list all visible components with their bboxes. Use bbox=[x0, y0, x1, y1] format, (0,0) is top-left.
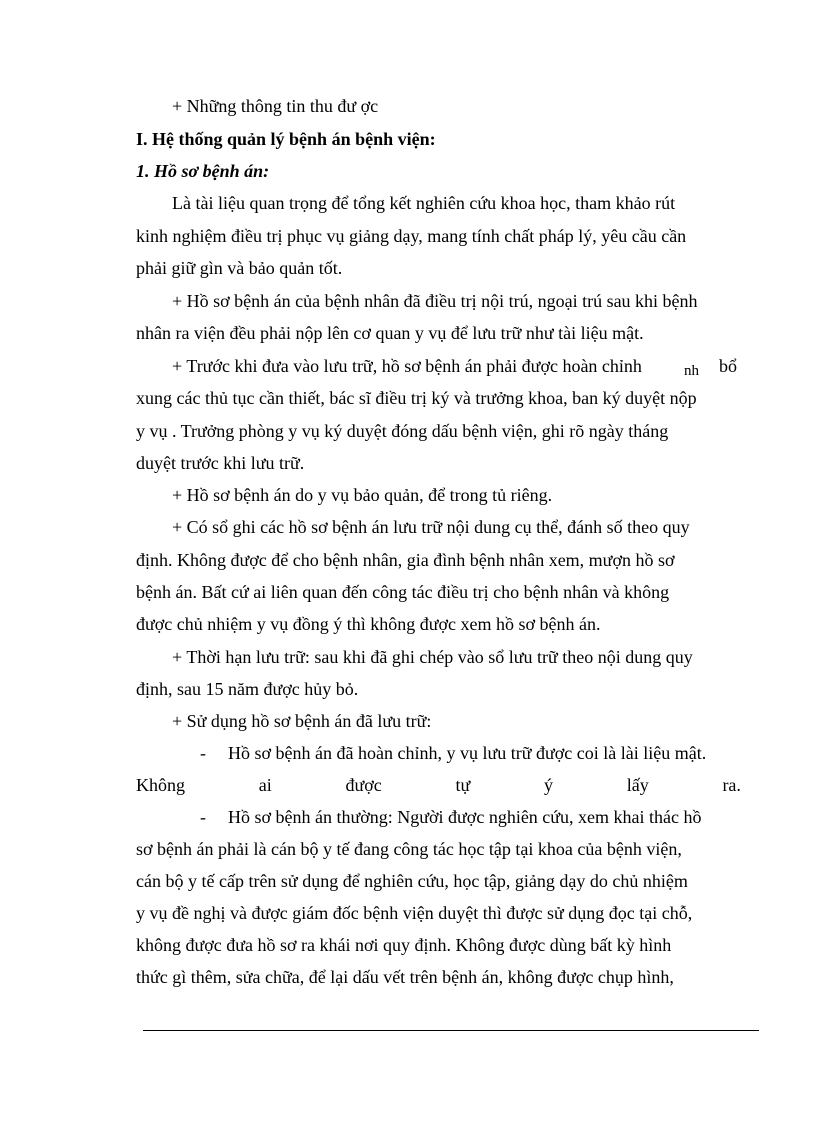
paragraph-line: duyệt trước khi lưu trữ. bbox=[136, 453, 305, 473]
paragraph-line: y vụ đề nghị và được giám đốc bệnh viện duyệt thì được sử dụng đọc tại chỗ, bbox=[136, 903, 693, 923]
paragraph-line-end: bổ bbox=[719, 356, 737, 376]
paragraph-line: bệnh án. Bất cứ ai liên quan đến công tác điều trị cho bệnh nhân và không bbox=[136, 582, 670, 602]
paragraph-line: + Sử dụng hồ sơ bệnh án đã lưu trữ: bbox=[172, 711, 432, 731]
paragraph-line: Là tài liệu quan trọng để tổng kết nghiên cứu khoa học, tham khảo rút bbox=[172, 193, 676, 213]
paragraph-line: + Trước khi đưa vào lưu trữ, hồ sơ bệnh án phải được hoàn chỉnh bbox=[172, 356, 642, 376]
section-heading: I. Hệ thống quản lý bệnh án bệnh viện: bbox=[136, 129, 436, 149]
subsection-heading: 1. Hồ sơ bệnh án: bbox=[136, 161, 270, 181]
word: lấy bbox=[626, 775, 649, 795]
paragraph-line: định, sau 15 năm được hủy bỏ. bbox=[136, 679, 359, 699]
list-dash: - bbox=[200, 807, 206, 827]
paragraph-line: phải giữ gìn và bảo quản tốt. bbox=[136, 258, 343, 278]
paragraph-line: sơ bệnh án phải là cán bộ y tế đang công tác học tập tại khoa của bệnh viện, bbox=[136, 839, 682, 859]
paragraph-line: cán bộ y tế cấp trên sử dụng để nghiên cứu, học tập, giảng dạy do chủ nhiệm bbox=[136, 871, 688, 891]
paragraph-line: thức gì thêm, sửa chữa, để lại dấu vết trên bệnh án, không được chụp hình, bbox=[136, 967, 674, 987]
word: được bbox=[345, 775, 382, 795]
paragraph-line: + Hồ sơ bệnh án của bệnh nhân đã điều trị nội trú, ngoại trú sau khi bệnh bbox=[172, 291, 698, 311]
word: Không bbox=[136, 775, 185, 795]
stray-fragment: nh bbox=[684, 363, 699, 379]
paragraph-line: nhân ra viện đều phải nộp lên cơ quan y vụ để lưu trữ như tài liệu mật. bbox=[136, 323, 644, 343]
word: ai bbox=[258, 775, 272, 795]
paragraph-line: không được đưa hồ sơ ra khái nơi quy định. Không được dùng bất kỳ hình bbox=[136, 935, 672, 955]
paragraph-line: được chủ nhiệm y vụ đồng ý thì không được xem hồ sơ bệnh án. bbox=[136, 614, 601, 634]
word: ra. bbox=[722, 775, 741, 795]
paragraph-line: định. Không được để cho bệnh nhân, gia đình bệnh nhân xem, mượn hồ sơ bbox=[136, 550, 675, 570]
footer-divider bbox=[143, 1030, 759, 1031]
paragraph-line: + Thời hạn lưu trữ: sau khi đã ghi chép vào sổ lưu trữ theo nội dung quy bbox=[172, 647, 693, 667]
paragraph-line: kinh nghiệm điều trị phục vụ giảng dạy, mang tính chất pháp lý, yêu cầu cần bbox=[136, 226, 687, 246]
paragraph-line: Hồ sơ bệnh án đã hoàn chỉnh, y vụ lưu trữ được coi là lài liệu mật. bbox=[228, 743, 707, 763]
word: tự bbox=[455, 775, 471, 795]
paragraph-line: y vụ . Trưởng phòng y vụ ký duyệt đóng dấu bệnh viện, ghi rõ ngày tháng bbox=[136, 421, 669, 441]
paragraph-line: + Có sổ ghi các hồ sơ bệnh án lưu trữ nội dung cụ thể, đánh số theo quy bbox=[172, 517, 690, 537]
paragraph-line: Hồ sơ bệnh án thường: Người được nghiên cứu, xem khai thác hồ bbox=[228, 807, 702, 827]
paragraph-line: xung các thủ tục cần thiết, bác sĩ điều trị ký và trưởng khoa, ban ký duyệt nộp bbox=[136, 388, 697, 408]
paragraph-line: + Hồ sơ bệnh án do y vụ bảo quản, để trong tủ riêng. bbox=[172, 485, 553, 505]
list-dash: - bbox=[200, 743, 206, 763]
word: ý bbox=[543, 775, 553, 795]
justified-line bbox=[136, 774, 741, 796]
info-collected-line: + Những thông tin thu đư ợc bbox=[172, 96, 379, 116]
